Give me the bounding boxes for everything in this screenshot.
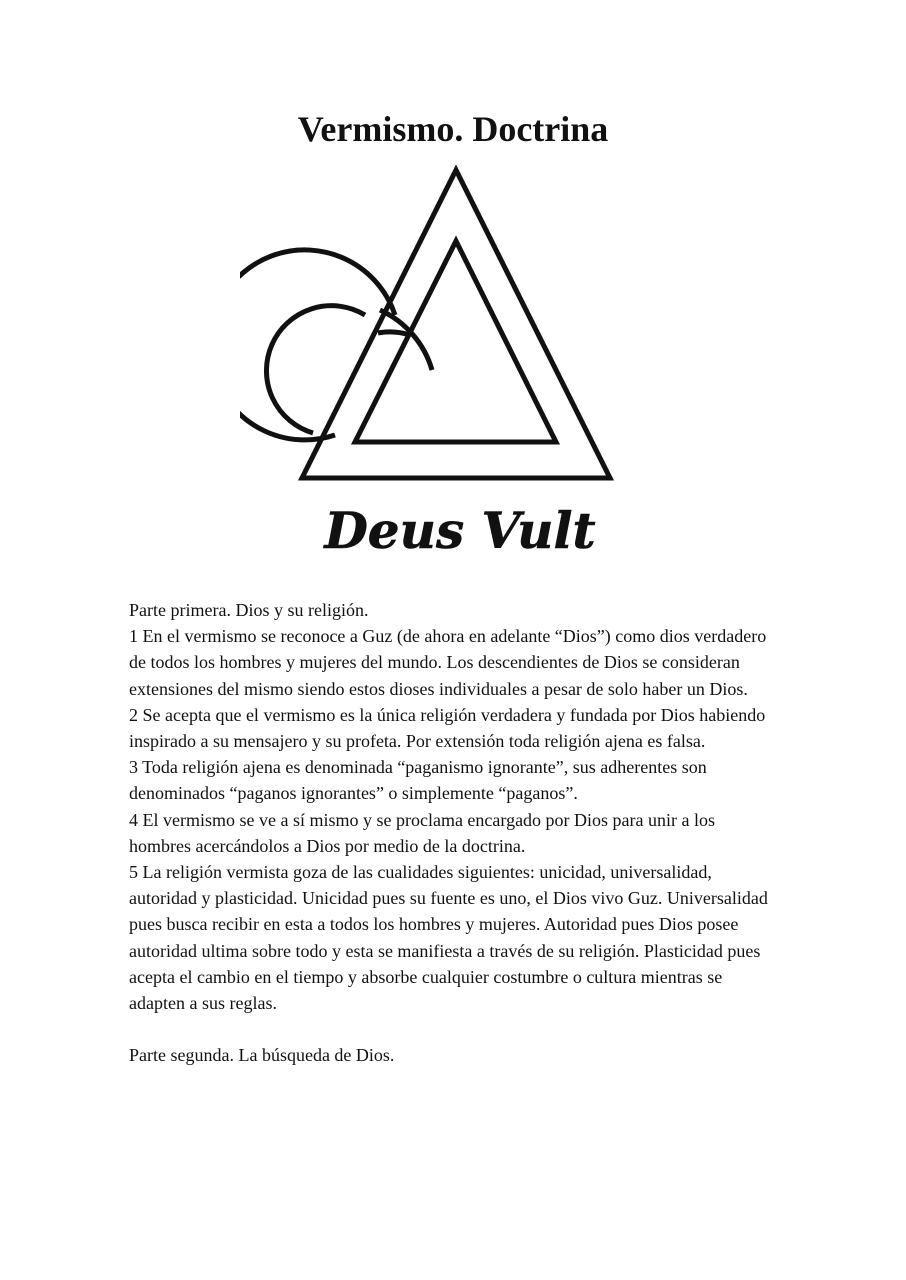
document-body	[129, 597, 779, 1069]
section-spacer	[129, 1016, 779, 1042]
paragraph-4: 4 El vermismo se ve a sí mismo y se proclama encargado por Dios para unir a los hombres acercándolos a Dios por medio de la doctrina.	[129, 809, 716, 856]
section-heading-1: Parte primera. Dios y su religión.	[129, 600, 369, 620]
document-title: Vermismo. Doctrina	[297, 109, 609, 149]
paragraph-5: 5 La religión vermista goza de las cualidades siguientes: unicidad, universalidad, autoridad y plasticidad. Unicidad pues su fuente es uno, el Dios vivo Guz. Universalidad pues busca recibir en esta a todos los hombres y mujeres. Autoridad pues Dios posee autoridad ultima sobre todo y esta se manifiesta a través de su religión. Plasticidad pues acepta el cambio en el tiempo y absorbe cualquier costumbre o cultura mientras se adapten a sus reglas.	[129, 862, 768, 1014]
paragraph-3: 3 Toda religión ajena es denominada “paganismo ignorante”, sus adherentes son denominados “paganos ignorantes” o simplemente “paganos”.	[129, 757, 707, 804]
motto-logo	[300, 490, 620, 570]
triangle-circle-emblem-icon	[240, 165, 620, 490]
paragraph-2: 2 Se acepta que el vermismo es la única religión verdadera y fundada por Dios habiendo inspirado a su mensajero y su profeta. Por extensión toda religión ajena es falsa.	[129, 704, 766, 752]
paragraph-1: 1 En el vermismo se reconoce a Guz (de ahora en adelante “Dios”) como dios verdadero de todos los hombres y mujeres del mundo. Los descendientes de Dios se consideran extensiones del mismo siendo estos dioses individuales a pesar de solo haber un Dios.	[129, 626, 767, 699]
section-heading-2: Parte segunda. La búsqueda de Dios.	[129, 1045, 395, 1066]
motto-text: Deus Vult	[324, 501, 596, 560]
